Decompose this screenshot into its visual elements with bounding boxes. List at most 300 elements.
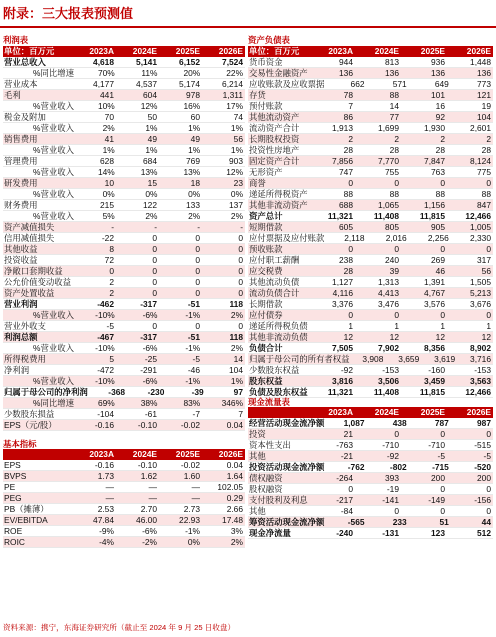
- row-label: 营业成本: [4, 78, 38, 89]
- row-label: 净敞口套期收益: [4, 265, 63, 276]
- value-cell: 14: [233, 353, 243, 364]
- value-cell: 16: [435, 100, 445, 111]
- income-row: [3, 310, 245, 321]
- row-label: 存货: [249, 89, 266, 100]
- value-cell: 3,476: [378, 298, 399, 309]
- value-cell: 0: [195, 320, 200, 331]
- cashflow-row: [248, 495, 493, 506]
- row-label: 递延所得税负债: [249, 320, 308, 331]
- row-label: 归属于母公司的净利润: [4, 386, 88, 397]
- indicators-table-body: [3, 460, 245, 548]
- value-cell: —: [105, 493, 114, 503]
- row-label: 递延所得税资产: [249, 188, 308, 199]
- value-cell: -6%: [142, 309, 158, 320]
- value-cell: 0: [394, 429, 399, 439]
- balance-row: [248, 376, 493, 387]
- row-label: 长期借款: [249, 298, 283, 309]
- value-cell: 0: [394, 309, 399, 320]
- value-cell: 1%: [230, 144, 244, 155]
- value-cell: 56: [481, 265, 491, 276]
- unit-label: 单位：百万元: [249, 45, 300, 56]
- row-label: 交易性金融资产: [249, 67, 308, 78]
- value-cell: 2,330: [470, 232, 491, 243]
- value-cell: 2,016: [385, 232, 407, 243]
- row-label: 利润总额: [4, 331, 38, 342]
- value-cell: 0: [394, 177, 399, 188]
- value-cell: 136: [339, 67, 353, 78]
- value-cell: -2%: [142, 537, 157, 547]
- value-cell: 49: [190, 133, 200, 144]
- income-header: [3, 46, 245, 57]
- value-cell: 47.84: [93, 515, 114, 525]
- value-cell: -264: [336, 473, 353, 483]
- value-cell: 7,524: [222, 56, 243, 67]
- value-cell: 60: [190, 111, 200, 122]
- income-row: [3, 90, 245, 101]
- value-cell: —: [191, 482, 200, 492]
- value-cell: 1: [394, 320, 399, 331]
- row-label: 其他收益: [4, 243, 38, 254]
- value-cell: 7,847: [424, 155, 445, 166]
- value-cell: -802: [389, 462, 407, 472]
- income-row: [3, 222, 245, 233]
- value-cell: -4%: [99, 537, 114, 547]
- income-row: [3, 409, 245, 420]
- value-cell: 136: [431, 67, 445, 78]
- indicator-row: [3, 471, 245, 482]
- value-cell: -9%: [99, 526, 114, 536]
- value-cell: 0: [394, 243, 399, 254]
- value-cell: -10%: [95, 309, 115, 320]
- income-row: [3, 79, 245, 90]
- value-cell: 41: [104, 133, 114, 144]
- value-cell: -: [240, 221, 243, 232]
- value-cell: -317: [140, 331, 157, 342]
- year-header: 2024E: [374, 45, 399, 56]
- value-cell: 2,118: [344, 232, 365, 243]
- value-cell: 88: [343, 188, 353, 199]
- value-cell: 903: [229, 155, 243, 166]
- cashflow-row: [248, 429, 493, 440]
- value-cell: -5: [192, 353, 200, 364]
- row-label: 投资: [249, 429, 266, 439]
- value-cell: 1,699: [378, 122, 399, 133]
- value-cell: -1%: [185, 375, 201, 386]
- value-cell: 0%: [145, 188, 158, 199]
- value-cell: 8,356: [424, 342, 445, 353]
- income-row: [3, 101, 245, 112]
- row-label: 支付股利及利息: [249, 495, 308, 505]
- row-label: 投资活动现金流净额: [249, 462, 325, 472]
- row-label: 经营活动现金流净额: [249, 418, 325, 428]
- value-cell: 12,466: [465, 210, 491, 221]
- value-cell: 72: [104, 254, 114, 265]
- balance-row: [248, 101, 493, 112]
- cashflow-header: [248, 407, 493, 418]
- unit-label: 单位：百万元: [4, 45, 55, 56]
- value-cell: 1,087: [343, 418, 365, 428]
- year-header: 2026E: [466, 45, 491, 56]
- value-cell: -22: [101, 232, 114, 243]
- row-label: %营业收入: [33, 122, 74, 133]
- year-header: 2024E: [132, 449, 157, 459]
- value-cell: -141: [382, 495, 399, 505]
- value-cell: 747: [339, 166, 353, 177]
- value-cell: -710: [428, 440, 445, 450]
- value-cell: 0: [440, 309, 445, 320]
- value-cell: 4,177: [93, 78, 114, 89]
- row-label: %营业收入: [33, 342, 74, 353]
- indicator-row: [3, 537, 245, 548]
- cashflow-row: [248, 418, 493, 429]
- value-cell: -565: [347, 517, 365, 527]
- income-row: [3, 387, 245, 398]
- value-cell: 0: [195, 276, 200, 287]
- value-cell: 7: [348, 100, 353, 111]
- value-cell: -92: [386, 451, 399, 461]
- value-cell: -51: [187, 331, 200, 342]
- value-cell: 0: [486, 429, 491, 439]
- row-label: 无形资产: [249, 166, 283, 177]
- value-cell: 3,659: [398, 353, 420, 364]
- year-header: 2026E: [466, 407, 491, 417]
- value-cell: 0.04: [226, 460, 243, 470]
- row-label: %营业收入: [33, 144, 74, 155]
- indicator-row: [3, 460, 245, 471]
- value-cell: 12: [389, 331, 399, 342]
- indicators-header: [3, 449, 245, 460]
- value-cell: 1,913: [332, 122, 353, 133]
- row-label: %营业收入: [33, 375, 74, 386]
- value-cell: 1.62: [140, 471, 157, 481]
- row-label: 预收账款: [249, 243, 283, 254]
- value-cell: 28: [343, 144, 353, 155]
- row-label: ROIC: [4, 537, 25, 547]
- value-cell: -6%: [142, 526, 157, 536]
- income-row: [3, 156, 245, 167]
- income-row: [3, 233, 245, 244]
- value-cell: 18: [190, 177, 200, 188]
- balance-row: [248, 310, 493, 321]
- value-cell: -1%: [185, 526, 200, 536]
- income-table-body: [3, 57, 245, 431]
- row-label: %营业收入: [33, 188, 74, 199]
- balance-row: [248, 112, 493, 123]
- value-cell: 1%: [230, 122, 244, 133]
- income-section-title: 利润表: [3, 35, 29, 45]
- source-footnote: 资料来源：携宁，东海证券研究所（截止至 2024 年 9 月 25 日收盘）: [3, 623, 236, 632]
- income-row: [3, 321, 245, 332]
- balance-row: [248, 189, 493, 200]
- row-label: 投资性房地产: [249, 144, 300, 155]
- value-cell: -5: [437, 451, 445, 461]
- value-cell: 512: [477, 528, 491, 538]
- value-cell: 1,127: [332, 276, 353, 287]
- value-cell: 0.29: [226, 493, 243, 503]
- indicator-row: [3, 493, 245, 504]
- balance-row: [248, 354, 493, 365]
- value-cell: -160: [428, 364, 445, 375]
- row-label: PEG: [4, 493, 22, 503]
- balance-row: [248, 123, 493, 134]
- value-cell: 2.73: [183, 504, 200, 514]
- value-cell: 0: [486, 484, 491, 494]
- value-cell: 104: [477, 111, 491, 122]
- row-label: 营业总收入: [4, 56, 46, 67]
- value-cell: 0: [195, 287, 200, 298]
- value-cell: 2%: [188, 210, 201, 221]
- value-cell: 775: [477, 166, 491, 177]
- value-cell: 0: [152, 243, 157, 254]
- value-cell: 86: [343, 111, 353, 122]
- row-label: EV/EBITDA: [4, 515, 48, 525]
- income-row: [3, 288, 245, 299]
- row-label: 公允价值变动收益: [4, 276, 71, 287]
- balance-row: [248, 288, 493, 299]
- value-cell: 88: [435, 188, 445, 199]
- value-cell: 649: [434, 78, 449, 89]
- value-cell: 1%: [188, 122, 201, 133]
- value-cell: 0: [195, 243, 200, 254]
- value-cell: 773: [477, 78, 491, 89]
- value-cell: 0: [195, 232, 200, 243]
- row-label: 所得税费用: [4, 353, 46, 364]
- title-divider: [0, 26, 496, 28]
- value-cell: 0: [238, 265, 243, 276]
- row-label: %同比增速: [33, 67, 74, 78]
- value-cell: 2: [109, 276, 114, 287]
- value-cell: 438: [392, 418, 407, 428]
- cashflow-section-title: 现金流量表: [248, 396, 290, 407]
- income-row: [3, 189, 245, 200]
- value-cell: -: [197, 221, 200, 232]
- income-row: [3, 277, 245, 288]
- indicators-section-title: 基本指标: [3, 438, 37, 449]
- value-cell: 0: [486, 177, 491, 188]
- value-cell: 5: [109, 353, 114, 364]
- value-cell: 0: [486, 243, 491, 254]
- value-cell: -6%: [142, 342, 158, 353]
- value-cell: 0: [486, 309, 491, 320]
- row-label: 资产处置收益: [4, 287, 55, 298]
- value-cell: 123: [431, 528, 445, 538]
- value-cell: 0: [348, 484, 353, 494]
- balance-row: [248, 211, 493, 222]
- value-cell: -6%: [142, 375, 158, 386]
- value-cell: -368: [108, 386, 126, 397]
- value-cell: -240: [336, 528, 353, 538]
- value-cell: -153: [474, 364, 491, 375]
- income-row: [3, 134, 245, 145]
- row-label: 商誉: [249, 177, 266, 188]
- balance-row: [248, 343, 493, 354]
- value-cell: —: [191, 493, 200, 503]
- row-label: PB（摊薄）: [4, 504, 49, 514]
- value-cell: 5%: [102, 210, 115, 221]
- value-cell: 118: [229, 331, 243, 342]
- indicator-row: [3, 515, 245, 526]
- value-cell: 0: [440, 177, 445, 188]
- value-cell: 22%: [226, 67, 244, 78]
- value-cell: 77: [389, 111, 399, 122]
- value-cell: 0: [394, 506, 399, 516]
- value-cell: -710: [382, 440, 399, 450]
- value-cell: 233: [392, 517, 407, 527]
- row-label: 营业外收支: [4, 320, 46, 331]
- row-label: 投资收益: [4, 254, 38, 265]
- value-cell: 2%: [230, 210, 244, 221]
- value-cell: 1,005: [470, 221, 491, 232]
- value-cell: 604: [143, 89, 157, 100]
- row-label: 毛利: [4, 89, 21, 100]
- value-cell: 3,908: [362, 353, 384, 364]
- value-cell: 11,815: [419, 210, 445, 221]
- value-cell: 755: [385, 166, 399, 177]
- value-cell: 97: [233, 386, 243, 397]
- value-cell: 3,716: [470, 353, 491, 364]
- value-cell: 200: [431, 473, 445, 483]
- value-cell: 10: [104, 177, 114, 188]
- balance-row: [248, 299, 493, 310]
- cashflow-row: [248, 440, 493, 451]
- indicator-row: [3, 482, 245, 493]
- row-label: 其他非流动负债: [249, 331, 308, 342]
- value-cell: 49: [147, 133, 157, 144]
- value-cell: 102.05: [217, 482, 243, 492]
- value-cell: 28: [389, 144, 399, 155]
- year-header: 2024E: [374, 407, 399, 417]
- value-cell: -230: [147, 386, 165, 397]
- value-cell: 4,537: [136, 78, 157, 89]
- income-row: [3, 343, 245, 354]
- row-label: 税金及附加: [4, 111, 46, 122]
- income-row: [3, 178, 245, 189]
- value-cell: -462: [97, 298, 114, 309]
- balance-section-title: 资产负债表: [248, 35, 290, 45]
- balance-row: [248, 79, 493, 90]
- value-cell: 28: [435, 144, 445, 155]
- value-cell: -0.02: [180, 460, 200, 470]
- value-cell: 0: [486, 506, 491, 516]
- value-cell: 3,459: [424, 375, 445, 386]
- value-cell: 0: [238, 243, 243, 254]
- value-cell: 5,213: [470, 287, 491, 298]
- value-cell: 769: [186, 155, 200, 166]
- income-row: [3, 112, 245, 123]
- value-cell: 240: [385, 254, 399, 265]
- cashflow-row: [248, 528, 493, 539]
- value-cell: 2: [348, 133, 353, 144]
- income-row: [3, 68, 245, 79]
- cashflow-row: [248, 517, 493, 528]
- balance-row: [248, 244, 493, 255]
- value-cell: 1.60: [183, 471, 200, 481]
- cashflow-row: [248, 451, 493, 462]
- value-cell: 3,816: [332, 375, 353, 386]
- value-cell: 1%: [188, 144, 201, 155]
- row-label: 债权融资: [249, 473, 283, 483]
- value-cell: 905: [431, 221, 445, 232]
- row-label: %营业收入: [33, 166, 74, 177]
- value-cell: 2.53: [97, 504, 114, 514]
- year-header: 2026E: [218, 45, 243, 56]
- balance-row: [248, 200, 493, 211]
- value-cell: 628: [100, 155, 114, 166]
- value-cell: 4,767: [424, 287, 445, 298]
- value-cell: 1: [440, 320, 445, 331]
- balance-header: [248, 46, 493, 57]
- row-label: 营业利润: [4, 298, 38, 309]
- value-cell: 28: [481, 144, 491, 155]
- value-cell: -46: [187, 364, 200, 375]
- income-row: [3, 145, 245, 156]
- value-cell: 6,152: [179, 56, 200, 67]
- value-cell: 688: [339, 199, 353, 210]
- value-cell: -51: [187, 298, 200, 309]
- value-cell: -7: [192, 408, 200, 419]
- value-cell: 1.64: [226, 471, 243, 481]
- income-row: [3, 57, 245, 68]
- value-cell: 28: [343, 265, 353, 276]
- cashflow-row: [248, 506, 493, 517]
- balance-row: [248, 332, 493, 343]
- value-cell: —: [105, 482, 114, 492]
- right-column: [248, 36, 493, 539]
- balance-row: [248, 68, 493, 79]
- value-cell: 2.70: [140, 504, 157, 514]
- year-header: 2025E: [175, 449, 200, 459]
- value-cell: -763: [336, 440, 353, 450]
- value-cell: -217: [336, 495, 353, 505]
- row-label: 负债及股东权益: [249, 386, 308, 397]
- value-cell: 12%: [226, 166, 244, 177]
- value-cell: 1,065: [378, 199, 399, 210]
- value-cell: 1,311: [222, 89, 243, 100]
- value-cell: 69%: [97, 397, 115, 408]
- value-cell: 3,576: [424, 298, 445, 309]
- row-label: 其他流动资产: [249, 111, 300, 122]
- cashflow-row: [248, 473, 493, 484]
- row-label: 筹资活动现金流净额: [249, 517, 325, 527]
- value-cell: -1%: [185, 309, 201, 320]
- income-row: [3, 299, 245, 310]
- value-cell: 12,466: [465, 386, 491, 397]
- row-label: 销售费用: [4, 133, 38, 144]
- balance-row: [248, 321, 493, 332]
- value-cell: 944: [339, 56, 353, 67]
- row-label: PE: [4, 482, 16, 492]
- value-cell: 121: [477, 89, 491, 100]
- value-cell: 8: [109, 243, 114, 254]
- value-cell: 1: [348, 320, 353, 331]
- row-label: 股东权益: [249, 375, 283, 386]
- row-label: 固定资产合计: [249, 155, 300, 166]
- row-label: 研发费用: [4, 177, 38, 188]
- value-cell: 0: [348, 243, 353, 254]
- value-cell: 2: [486, 133, 491, 144]
- indicator-row: [3, 504, 245, 515]
- balance-row: [248, 255, 493, 266]
- value-cell: 200: [477, 473, 491, 483]
- value-cell: 2,256: [427, 232, 449, 243]
- value-cell: 78: [343, 89, 353, 100]
- value-cell: 136: [477, 67, 491, 78]
- value-cell: 10%: [97, 100, 115, 111]
- value-cell: 46: [435, 265, 445, 276]
- value-cell: 21: [343, 429, 353, 439]
- balance-row: [248, 57, 493, 68]
- row-label: 资本性支出: [249, 440, 291, 450]
